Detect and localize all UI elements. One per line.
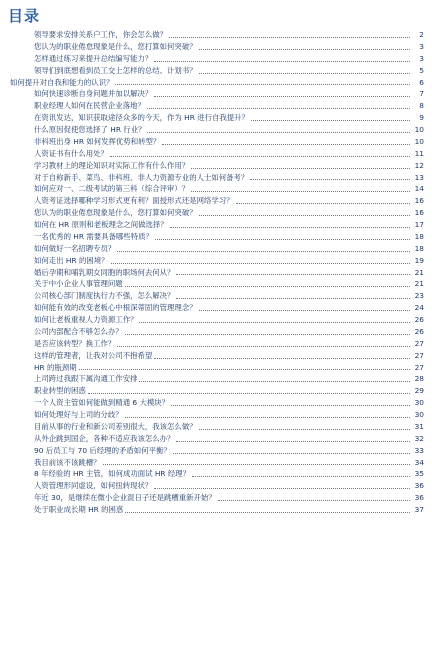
toc-dot-leader xyxy=(88,393,410,394)
toc-entry[interactable] xyxy=(0,255,432,267)
toc-entry[interactable] xyxy=(0,492,432,504)
toc-page-number: 13 xyxy=(414,172,424,182)
toc-page-number: 37 xyxy=(414,505,424,514)
toc-entry[interactable] xyxy=(0,183,432,195)
toc-entry-label: 人资管理形同虚设，如何扭转现状？ xyxy=(34,481,153,491)
toc-entry-label: 目前从事的行业和新公司差别很大，我该怎么做？ xyxy=(34,421,197,431)
toc-page-number: 33 xyxy=(414,445,424,455)
toc-dot-leader xyxy=(125,286,410,287)
toc-entry-label: HR 的瓶颈期 xyxy=(34,362,77,372)
toc-dot-leader xyxy=(199,73,410,74)
toc-dot-leader xyxy=(218,500,410,501)
toc-page-number: 2 xyxy=(419,30,424,39)
toc-dot-leader xyxy=(139,381,410,382)
toc-dot-leader xyxy=(117,346,410,347)
toc-entry-label: 人资考证选择哪种学习形式更有利？面授形式还是网络学习？ xyxy=(34,196,234,206)
toc-page-number: 30 xyxy=(414,398,424,408)
toc-entry[interactable] xyxy=(0,195,432,207)
toc-entry[interactable] xyxy=(0,397,432,409)
toc-entry[interactable] xyxy=(0,314,432,326)
toc-dot-leader xyxy=(154,358,410,359)
toc-entry-label: 如何提升对自我和能力的认识？ xyxy=(10,77,114,87)
toc-dot-leader xyxy=(176,298,410,299)
toc-entry[interactable] xyxy=(0,409,432,421)
toc-dot-leader xyxy=(115,84,410,85)
toc-entry[interactable] xyxy=(0,338,432,350)
toc-entry[interactable] xyxy=(0,433,432,445)
toc-entry[interactable] xyxy=(0,302,432,314)
toc-entry-label: 上司跨过我跟下属沟通工作安排 xyxy=(34,374,138,384)
toc-entry-label: 非科班出身 HR 如何发挥优势和转型？ xyxy=(34,136,161,146)
toc-page-number: 9 xyxy=(419,113,424,123)
toc-dot-leader xyxy=(191,168,410,169)
toc-entry-label: 领导要求安排关系户工作，你会怎么做？ xyxy=(34,30,168,39)
toc-dot-leader xyxy=(162,144,410,145)
toc-entry-label: 婚后孕期和哺乳期女同胞的职场何去何从？ xyxy=(34,267,175,277)
toc-entry-label: 一名优秀的 HR 需要具备哪些特质？ xyxy=(34,231,153,241)
toc-page-number: 3 xyxy=(419,41,424,51)
toc-entry[interactable] xyxy=(0,29,432,41)
toc-page-number: 29 xyxy=(414,386,424,396)
toc-dot-leader xyxy=(125,512,410,513)
toc-entry[interactable] xyxy=(0,468,432,480)
toc-entry-label: 如何让老板重视人力资源工作？ xyxy=(34,315,138,324)
toc-dot-leader xyxy=(79,369,410,370)
toc-dot-leader xyxy=(173,453,410,454)
toc-section-entry[interactable] xyxy=(0,77,432,89)
toc-page-number: 27 xyxy=(414,362,424,372)
toc-entry-label: 公司核心部门制度执行力不强，怎么解决？ xyxy=(34,291,175,301)
toc-dot-leader xyxy=(199,215,410,216)
toc-entry-label: 8 年经验的 HR 主管，如何成功面试 HR 经理？ xyxy=(34,469,191,479)
toc-entry-label: 这样的管理者，让我对公司不抱希望 xyxy=(34,350,153,360)
toc-dot-leader xyxy=(250,179,410,180)
toc-page-number: 17 xyxy=(414,220,424,229)
toc-entry[interactable] xyxy=(0,290,432,302)
toc-entry[interactable] xyxy=(0,243,432,255)
toc-entry[interactable] xyxy=(0,100,432,112)
toc-entry-label: 处于职业成长期 HR 的困惑 xyxy=(34,505,124,514)
toc-entry-label: 对于自称新手、菜鸟、非科班、非人力资源专业的人士如何备考？ xyxy=(34,172,249,182)
toc-entry[interactable] xyxy=(0,41,432,53)
toc-page-number: 35 xyxy=(414,469,424,479)
toc-page-number: 19 xyxy=(414,255,424,265)
toc-entry-label: 如何应对一、二级考试的第三科（综合评审）？ xyxy=(34,184,190,194)
toc-list xyxy=(0,29,432,516)
toc-entry-label: 学习教材上的理论知识对实际工作有什么作用？ xyxy=(34,160,190,170)
toc-entry-label: 领导们到底想看到员工交上怎样的总结、计划书？ xyxy=(34,65,197,75)
toc-entry-label: 职业经理人如何在民营企业落地？ xyxy=(34,101,145,111)
toc-entry[interactable] xyxy=(0,65,432,77)
toc-page-number: 36 xyxy=(414,481,424,491)
toc-page-number: 23 xyxy=(414,291,424,301)
toc-entry-label: 如何在 HR 原则和老板理念之间做选择？ xyxy=(34,220,168,229)
toc-entry[interactable] xyxy=(0,53,432,65)
toc-page-number: 28 xyxy=(414,374,424,384)
toc-entry-label: 您认为的职业倦怠现象是什么，您打算如何突破？ xyxy=(34,208,197,218)
toc-entry[interactable] xyxy=(0,362,432,374)
toc-entry-label: 年近 30，是继续在微小企业混日子还是跳槽重新开始？ xyxy=(34,493,216,503)
toc-dot-leader xyxy=(139,322,410,323)
toc-entry[interactable] xyxy=(0,267,432,279)
toc-page-number: 11 xyxy=(414,148,424,158)
toc-entry-label: 公司内部配合不够怎么办？ xyxy=(34,326,123,336)
toc-page-number: 34 xyxy=(414,457,424,467)
toc-entry-label: 如何处理好与上司的分歧？ xyxy=(34,410,123,419)
toc-entry-label: 一个人资主管如何能做到精通 6 大模块？ xyxy=(34,398,170,408)
toc-page-number: 18 xyxy=(414,231,424,241)
toc-entry-label: 是否应该转型？换工作？ xyxy=(34,338,116,348)
toc-title: 目录 xyxy=(8,7,41,25)
toc-dot-leader xyxy=(236,203,410,204)
toc-entry[interactable] xyxy=(0,219,432,231)
toc-page-number: 31 xyxy=(414,421,424,431)
toc-page-number: 26 xyxy=(414,326,424,336)
toc-page-number: 24 xyxy=(414,303,424,313)
toc-dot-leader xyxy=(103,464,410,465)
toc-entry[interactable] xyxy=(0,326,432,338)
toc-dot-leader xyxy=(169,37,410,38)
toc-dot-leader xyxy=(147,108,410,109)
toc-entry-label: 90 后员工与 70 后经理的矛盾如何平衡？ xyxy=(34,445,171,455)
toc-page-number: 21 xyxy=(414,267,424,277)
toc-page-number: 27 xyxy=(414,338,424,348)
toc-entry-label: 我目前该不该跳槽？ xyxy=(34,457,101,467)
toc-page-number: 16 xyxy=(414,208,424,218)
toc-dot-leader xyxy=(176,441,410,442)
toc-entry-label: 人资证书有什么用处？ xyxy=(34,148,108,158)
toc-page-number: 26 xyxy=(414,315,424,324)
toc-dot-leader xyxy=(251,120,410,121)
toc-page-number: 32 xyxy=(414,433,424,443)
toc-entry[interactable] xyxy=(0,112,432,124)
toc-entry[interactable] xyxy=(0,421,432,433)
toc-dot-leader xyxy=(125,417,410,418)
toc-dot-leader xyxy=(199,310,410,311)
toc-dot-leader xyxy=(147,132,410,133)
toc-page-number: 10 xyxy=(414,125,424,134)
toc-dot-leader xyxy=(192,476,410,477)
toc-dot-leader xyxy=(117,251,410,252)
toc-page-number: 7 xyxy=(419,89,424,99)
toc-entry[interactable] xyxy=(0,278,432,290)
toc-entry[interactable] xyxy=(0,385,432,397)
toc-entry[interactable] xyxy=(0,148,432,160)
toc-dot-leader xyxy=(155,239,410,240)
toc-dot-leader xyxy=(199,429,410,430)
toc-dot-leader xyxy=(111,263,410,264)
toc-page-number: 18 xyxy=(414,243,424,253)
toc-page-number: 3 xyxy=(419,53,424,63)
toc-page-number: 14 xyxy=(414,184,424,194)
toc-dot-leader xyxy=(125,334,410,335)
toc-dot-leader xyxy=(170,227,410,228)
toc-dot-leader xyxy=(191,191,410,192)
toc-entry[interactable] xyxy=(0,445,432,457)
toc-page-number: 30 xyxy=(414,410,424,419)
toc-page-number: 36 xyxy=(414,493,424,503)
toc-entry-label: 如何走出 HR 的困境？ xyxy=(34,255,109,265)
toc-entry-label: 如何快速诊断自身问题并加以解决？ xyxy=(34,89,153,99)
toc-page-number: 10 xyxy=(414,136,424,146)
toc-dot-leader xyxy=(154,96,410,97)
toc-entry-label: 关于中小企业人事管理问题 xyxy=(34,279,123,289)
toc-dot-leader xyxy=(110,156,410,157)
toc-page-number: 21 xyxy=(414,279,424,289)
toc-entry[interactable] xyxy=(0,457,432,469)
toc-dot-leader xyxy=(154,488,410,489)
toc-dot-leader xyxy=(176,274,410,275)
toc-entry-label: 如何能有效的改变老板心中根深蒂固的管理理念？ xyxy=(34,303,197,313)
toc-entry[interactable] xyxy=(0,231,432,243)
toc-entry-label: 从外企跳到国企，各种不适应我该怎么办？ xyxy=(34,433,175,443)
toc-entry[interactable] xyxy=(0,350,432,362)
toc-entry[interactable] xyxy=(0,373,432,385)
toc-dot-leader xyxy=(199,49,410,50)
toc-entry[interactable] xyxy=(0,136,432,148)
toc-dot-leader xyxy=(154,61,410,62)
toc-page-number: 6 xyxy=(419,77,424,87)
toc-dot-leader xyxy=(171,405,410,406)
toc-entry-label: 职业转型的困惑 xyxy=(34,386,86,396)
toc-page-number: 27 xyxy=(414,350,424,360)
toc-entry[interactable] xyxy=(0,504,432,516)
toc-entry[interactable] xyxy=(0,160,432,172)
toc-page-number: 12 xyxy=(414,160,424,170)
toc-page-number: 5 xyxy=(419,65,424,75)
toc-entry-label: 您认为的职业倦怠现象是什么，您打算如何突破？ xyxy=(34,41,197,51)
toc-entry[interactable] xyxy=(0,124,432,136)
toc-entry-label: 怎样通过练习来提升总结编写能力？ xyxy=(34,53,153,63)
toc-entry[interactable] xyxy=(0,172,432,184)
toc-entry-label: 什么原因促使您选择了 HR 行业？ xyxy=(34,125,146,134)
toc-page-number: 8 xyxy=(419,101,424,111)
toc-entry[interactable] xyxy=(0,480,432,492)
toc-entry[interactable] xyxy=(0,88,432,100)
toc-entry-label: 如何做好一名招聘专员？ xyxy=(34,243,116,253)
toc-entry[interactable] xyxy=(0,207,432,219)
toc-entry-label: 在资讯发达，知识获取途径众多的今天，作为 HR 进行自我提升？ xyxy=(34,113,249,123)
toc-page-number: 16 xyxy=(414,196,424,206)
